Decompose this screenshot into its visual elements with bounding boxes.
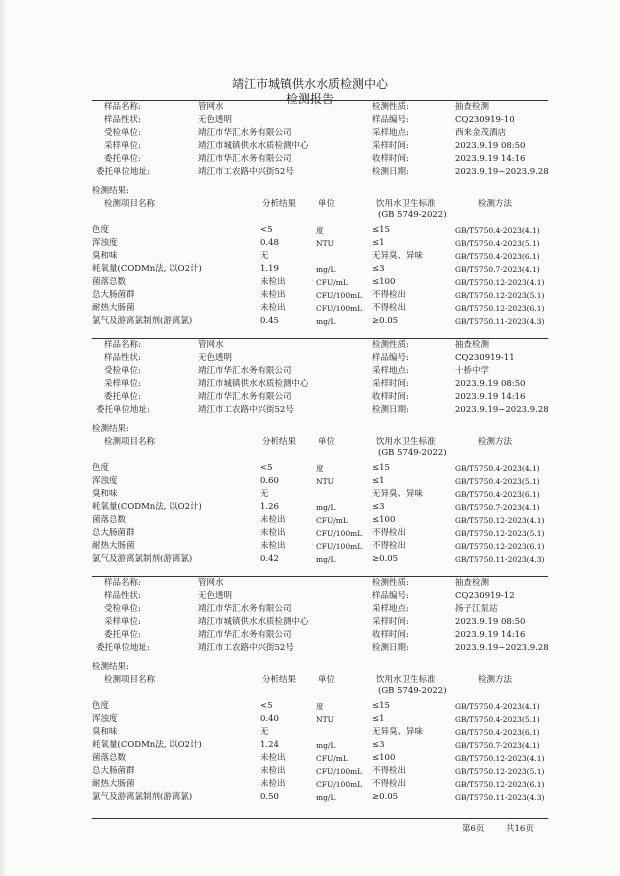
table-row-standard: 无异臭、异味 (372, 489, 424, 499)
value-sampling-time: 2023.9.19 08:50 (455, 617, 526, 627)
table-row-item: 浑浊度 (92, 238, 118, 248)
table-row-standard: 不得检出 (372, 528, 407, 538)
report-title: 检测报告 (285, 92, 334, 106)
label-client-address: 委托单位地址: (96, 405, 150, 415)
value-sample-name: 管网水 (198, 340, 224, 350)
table-row-result: 未检出 (260, 541, 286, 551)
table-row-item: 氯气及游离氯制剂(游离氯) (92, 554, 193, 564)
value-sampling-time: 2023.9.19 08:50 (455, 141, 526, 151)
col-header-standard: 饮用水卫生标准 (376, 199, 436, 209)
value-inspected-unit: 靖江市华汇水务有限公司 (198, 366, 292, 376)
table-row-item: 菌落总数 (92, 753, 127, 763)
value-test-nature: 抽查检测 (455, 102, 490, 112)
table-row-unit: CFU/mL (316, 278, 348, 287)
table-row-result: <5 (260, 225, 273, 235)
value-sample-no: CQ230919-11 (455, 353, 515, 363)
table-row-unit: CFU/100mL (316, 780, 363, 789)
table-row-unit: mg/L (316, 555, 336, 564)
page-number: 第6页 (462, 824, 485, 834)
value-inspected-unit: 靖江市华汇水务有限公司 (198, 604, 292, 614)
value-sampling-place: 西来金茂酒店 (455, 128, 507, 138)
label-sample-name: 样品名称: (104, 102, 141, 112)
table-row-result: 0.40 (260, 714, 279, 724)
label-receive-time: 收样时间: (372, 392, 409, 402)
label-test-nature: 检测性质: (372, 102, 409, 112)
table-row-standard: 无异臭、异味 (372, 727, 424, 737)
table-row-item: 色度 (92, 225, 110, 235)
table-row-unit: mg/L (316, 793, 336, 802)
col-header-item: 检测项目名称 (104, 675, 156, 685)
value-client-address: 靖江市工农路中兴街52号 (198, 167, 294, 177)
table-row-standard: ≤3 (372, 502, 385, 512)
table-row-unit: mg/L (316, 741, 336, 750)
value-sampling-unit: 靖江市城镇供水水质检测中心 (198, 141, 309, 151)
table-row-unit: 度 (316, 226, 324, 235)
label-sampling-unit: 采样单位: (104, 141, 141, 151)
table-row-result: 0.48 (260, 238, 279, 248)
value-sample-property: 无色透明 (198, 591, 233, 601)
table-row-method: GB/T5750.12-2023(5.1) (455, 767, 545, 776)
value-test-date: 2023.9.19~2023.9.28 (455, 643, 549, 653)
table-row-method: GB/T5750.4-2023(6.1) (455, 728, 540, 737)
value-client-address: 靖江市工农路中兴街52号 (198, 405, 294, 415)
report-org-title: 靖江市城镇供水水质检测中心 (231, 77, 388, 91)
label-test-date: 检测日期: (372, 167, 409, 177)
table-row-result: 未检出 (260, 303, 286, 313)
value-client-unit: 靖江市华汇水务有限公司 (198, 154, 292, 164)
table-row-standard: ≤1 (372, 238, 385, 248)
table-row-method: GB/T5750.11-2023(4.3) (455, 793, 545, 802)
table-row-item: 氯气及游离氯制剂(游离氯) (92, 792, 193, 802)
value-inspected-unit: 靖江市华汇水务有限公司 (198, 128, 292, 138)
table-row-item: 浑浊度 (92, 714, 118, 724)
table-row-standard: 不得检出 (372, 290, 407, 300)
table-row-item: 菌落总数 (92, 277, 127, 287)
label-sample-name: 样品名称: (104, 578, 141, 588)
table-row-result: 无 (260, 489, 269, 499)
col-header-unit: 单位 (318, 675, 336, 685)
table-row-result: 未检出 (260, 290, 286, 300)
table-row-unit: mg/L (316, 265, 336, 274)
value-sampling-place: 扬子江泵站 (455, 604, 498, 614)
table-row-unit: 度 (316, 702, 324, 711)
value-sample-name: 管网水 (198, 102, 224, 112)
table-row-unit: mg/L (316, 317, 336, 326)
value-sampling-time: 2023.9.19 08:50 (455, 379, 526, 389)
table-row-result: 未检出 (260, 753, 286, 763)
col-header-standard: 饮用水卫生标准 (376, 675, 436, 685)
table-row-method: GB/T5750.12-2023(5.1) (455, 529, 545, 538)
page-total: 共16页 (506, 824, 534, 834)
table-row-method: GB/T5750.12-2023(5.1) (455, 291, 545, 300)
value-sample-name: 管网水 (198, 578, 224, 588)
table-row-unit: NTU (316, 239, 334, 248)
label-test-nature: 检测性质: (372, 578, 409, 588)
label-sampling-time: 采样时间: (372, 141, 409, 151)
col-header-item: 检测项目名称 (104, 437, 156, 447)
results-label: 检测结果: (92, 186, 129, 196)
label-sample-name: 样品名称: (104, 340, 141, 350)
value-test-nature: 抽查检测 (455, 578, 490, 588)
col-header-method: 检测方法 (478, 437, 513, 447)
label-sample-property: 样品性状: (104, 115, 141, 125)
table-row-item: 菌落总数 (92, 515, 127, 525)
table-row-unit: NTU (316, 715, 334, 724)
label-client-address: 委托单位地址: (96, 167, 150, 177)
value-test-date: 2023.9.19~2023.9.28 (455, 167, 549, 177)
value-sampling-place: 十桥中学 (455, 366, 490, 376)
table-row-standard: ≤3 (372, 264, 385, 274)
table-row-method: GB/T5750.12-2023(6.1) (455, 304, 545, 313)
table-row-result: 0.45 (260, 316, 279, 326)
table-row-unit: 度 (316, 464, 324, 473)
table-row-standard: ≥0.05 (372, 554, 399, 564)
table-row-result: 1.19 (260, 264, 279, 274)
table-row-method: GB/T5750.12-2023(4.1) (455, 754, 545, 763)
table-row-result: 未检出 (260, 277, 286, 287)
label-sampling-place: 采样地点: (372, 604, 409, 614)
table-row-result: 未检出 (260, 779, 286, 789)
value-test-nature: 抽查检测 (455, 340, 490, 350)
table-row-result: 未检出 (260, 528, 286, 538)
table-row-standard: 无异臭、异味 (372, 251, 424, 261)
table-row-standard: ≤1 (372, 476, 385, 486)
table-row-unit: NTU (316, 477, 334, 486)
label-inspected-unit: 受检单位: (104, 128, 141, 138)
table-row-item: 臭和味 (92, 251, 118, 261)
table-row-item: 耗氧量(CODMn法, 以O2计) (92, 502, 202, 512)
label-test-nature: 检测性质: (372, 340, 409, 350)
scan-edge-shadow (0, 0, 8, 876)
table-row-result: 0.60 (260, 476, 279, 486)
label-client-unit: 委托单位: (104, 154, 141, 164)
value-sample-property: 无色透明 (198, 353, 233, 363)
col-header-unit: 单位 (318, 437, 336, 447)
table-row-unit: CFU/100mL (316, 529, 363, 538)
table-row-method: GB/T5750.4-2023(5.1) (455, 477, 540, 486)
table-row-item: 耗氧量(CODMn法, 以O2计) (92, 740, 202, 750)
table-row-result: 未检出 (260, 766, 286, 776)
table-row-method: GB/T5750.4-2023(5.1) (455, 239, 540, 248)
table-row-item: 耐热大肠菌 (92, 541, 135, 551)
value-sample-no: CQ230919-12 (455, 591, 515, 601)
table-row-item: 色度 (92, 701, 110, 711)
table-row-unit: CFU/100mL (316, 542, 363, 551)
table-row-result: <5 (260, 463, 273, 473)
table-row-result: 无 (260, 251, 269, 261)
label-receive-time: 收样时间: (372, 154, 409, 164)
table-row-unit: CFU/100mL (316, 767, 363, 776)
table-row-method: GB/T5750.12-2023(6.1) (455, 542, 545, 551)
table-row-standard: ≤1 (372, 714, 385, 724)
table-row-item: 臭和味 (92, 727, 118, 737)
results-label: 检测结果: (92, 424, 129, 434)
value-receive-time: 2023.9.19 14:16 (455, 630, 526, 640)
footer-rule (92, 818, 548, 819)
table-row-item: 耐热大肠菌 (92, 779, 135, 789)
table-row-method: GB/T5750.11-2023(4.3) (455, 555, 545, 564)
col-header-result: 分析结果 (262, 199, 297, 209)
value-receive-time: 2023.9.19 14:16 (455, 154, 526, 164)
table-row-standard: 不得检出 (372, 541, 407, 551)
value-sampling-unit: 靖江市城镇供水水质检测中心 (198, 379, 309, 389)
table-row-method: GB/T5750.12-2023(6.1) (455, 780, 545, 789)
value-client-address: 靖江市工农路中兴街52号 (198, 643, 294, 653)
table-row-standard: ≤100 (372, 753, 396, 763)
col-header-standard: 饮用水卫生标准 (376, 437, 436, 447)
table-row-method: GB/T5750.4-2023(5.1) (455, 715, 540, 724)
label-inspected-unit: 受检单位: (104, 366, 141, 376)
label-sample-no: 样品编号: (372, 591, 409, 601)
table-row-standard: ≤15 (372, 701, 390, 711)
label-client-address: 委托单位地址: (96, 643, 150, 653)
table-row-standard: ≥0.05 (372, 316, 399, 326)
table-row-result: 未检出 (260, 515, 286, 525)
table-row-item: 氯气及游离氯制剂(游离氯) (92, 316, 193, 326)
label-test-date: 检测日期: (372, 643, 409, 653)
label-sampling-place: 采样地点: (372, 128, 409, 138)
table-row-item: 总大肠菌群 (92, 766, 135, 776)
col-header-unit: 单位 (318, 199, 336, 209)
table-row-item: 总大肠菌群 (92, 528, 135, 538)
col-header-result: 分析结果 (262, 675, 297, 685)
table-row-method: GB/T5750.4-2023(6.1) (455, 252, 540, 261)
table-row-item: 色度 (92, 463, 110, 473)
col-header-method: 检测方法 (478, 199, 513, 209)
col-header-standard-ref: (GB 5749-2022) (378, 448, 447, 458)
table-row-standard: ≥0.05 (372, 792, 399, 802)
label-sample-property: 样品性状: (104, 353, 141, 363)
table-row-standard: ≤15 (372, 463, 390, 473)
table-row-standard: ≤100 (372, 277, 396, 287)
label-sampling-place: 采样地点: (372, 366, 409, 376)
results-label: 检测结果: (92, 662, 129, 672)
table-row-item: 总大肠菌群 (92, 290, 135, 300)
table-row-unit: mg/L (316, 503, 336, 512)
value-receive-time: 2023.9.19 14:16 (455, 392, 526, 402)
table-row-result: 无 (260, 727, 269, 737)
label-sample-no: 样品编号: (372, 353, 409, 363)
table-row-method: GB/T5750.7-2023(4.1) (455, 503, 540, 512)
col-header-standard-ref: (GB 5749-2022) (378, 210, 447, 220)
col-header-method: 检测方法 (478, 675, 513, 685)
table-row-method: GB/T5750.7-2023(4.1) (455, 741, 540, 750)
col-header-item: 检测项目名称 (104, 199, 156, 209)
table-row-result: 0.42 (260, 554, 279, 564)
table-row-method: GB/T5750.4-2023(4.1) (455, 226, 540, 235)
table-row-standard: ≤3 (372, 740, 385, 750)
table-row-item: 浑浊度 (92, 476, 118, 486)
table-row-item: 耗氧量(CODMn法, 以O2计) (92, 264, 202, 274)
table-row-unit: CFU/100mL (316, 291, 363, 300)
table-row-unit: CFU/100mL (316, 304, 363, 313)
label-sampling-time: 采样时间: (372, 379, 409, 389)
label-sample-property: 样品性状: (104, 591, 141, 601)
table-row-method: GB/T5750.7-2023(4.1) (455, 265, 540, 274)
table-row-method: GB/T5750.4-2023(4.1) (455, 464, 540, 473)
table-row-item: 臭和味 (92, 489, 118, 499)
label-sampling-time: 采样时间: (372, 617, 409, 627)
table-row-method: GB/T5750.12-2023(4.1) (455, 516, 545, 525)
table-row-unit: CFU/mL (316, 516, 348, 525)
value-test-date: 2023.9.19~2023.9.28 (455, 405, 549, 415)
table-row-result: 1.24 (260, 740, 279, 750)
label-client-unit: 委托单位: (104, 630, 141, 640)
table-row-standard: ≤100 (372, 515, 396, 525)
table-row-standard: 不得检出 (372, 766, 407, 776)
col-header-result: 分析结果 (262, 437, 297, 447)
label-inspected-unit: 受检单位: (104, 604, 141, 614)
table-row-method: GB/T5750.4-2023(6.1) (455, 490, 540, 499)
label-sampling-unit: 采样单位: (104, 379, 141, 389)
table-row-standard: ≤15 (372, 225, 390, 235)
value-sample-no: CQ230919-10 (455, 115, 515, 125)
table-row-result: 1.26 (260, 502, 279, 512)
table-row-standard: 不得检出 (372, 779, 407, 789)
value-client-unit: 靖江市华汇水务有限公司 (198, 630, 292, 640)
label-sample-no: 样品编号: (372, 115, 409, 125)
table-row-method: GB/T5750.12-2023(4.1) (455, 278, 545, 287)
label-client-unit: 委托单位: (104, 392, 141, 402)
value-sample-property: 无色透明 (198, 115, 233, 125)
table-row-method: GB/T5750.4-2023(4.1) (455, 702, 540, 711)
col-header-standard-ref: (GB 5749-2022) (378, 686, 447, 696)
table-row-item: 耐热大肠菌 (92, 303, 135, 313)
label-receive-time: 收样时间: (372, 630, 409, 640)
table-row-result: 0.50 (260, 792, 279, 802)
label-sampling-unit: 采样单位: (104, 617, 141, 627)
table-row-unit: CFU/mL (316, 754, 348, 763)
table-row-result: <5 (260, 701, 273, 711)
value-sampling-unit: 靖江市城镇供水水质检测中心 (198, 617, 309, 627)
table-row-standard: 不得检出 (372, 303, 407, 313)
label-test-date: 检测日期: (372, 405, 409, 415)
value-client-unit: 靖江市华汇水务有限公司 (198, 392, 292, 402)
table-row-method: GB/T5750.11-2023(4.3) (455, 317, 545, 326)
